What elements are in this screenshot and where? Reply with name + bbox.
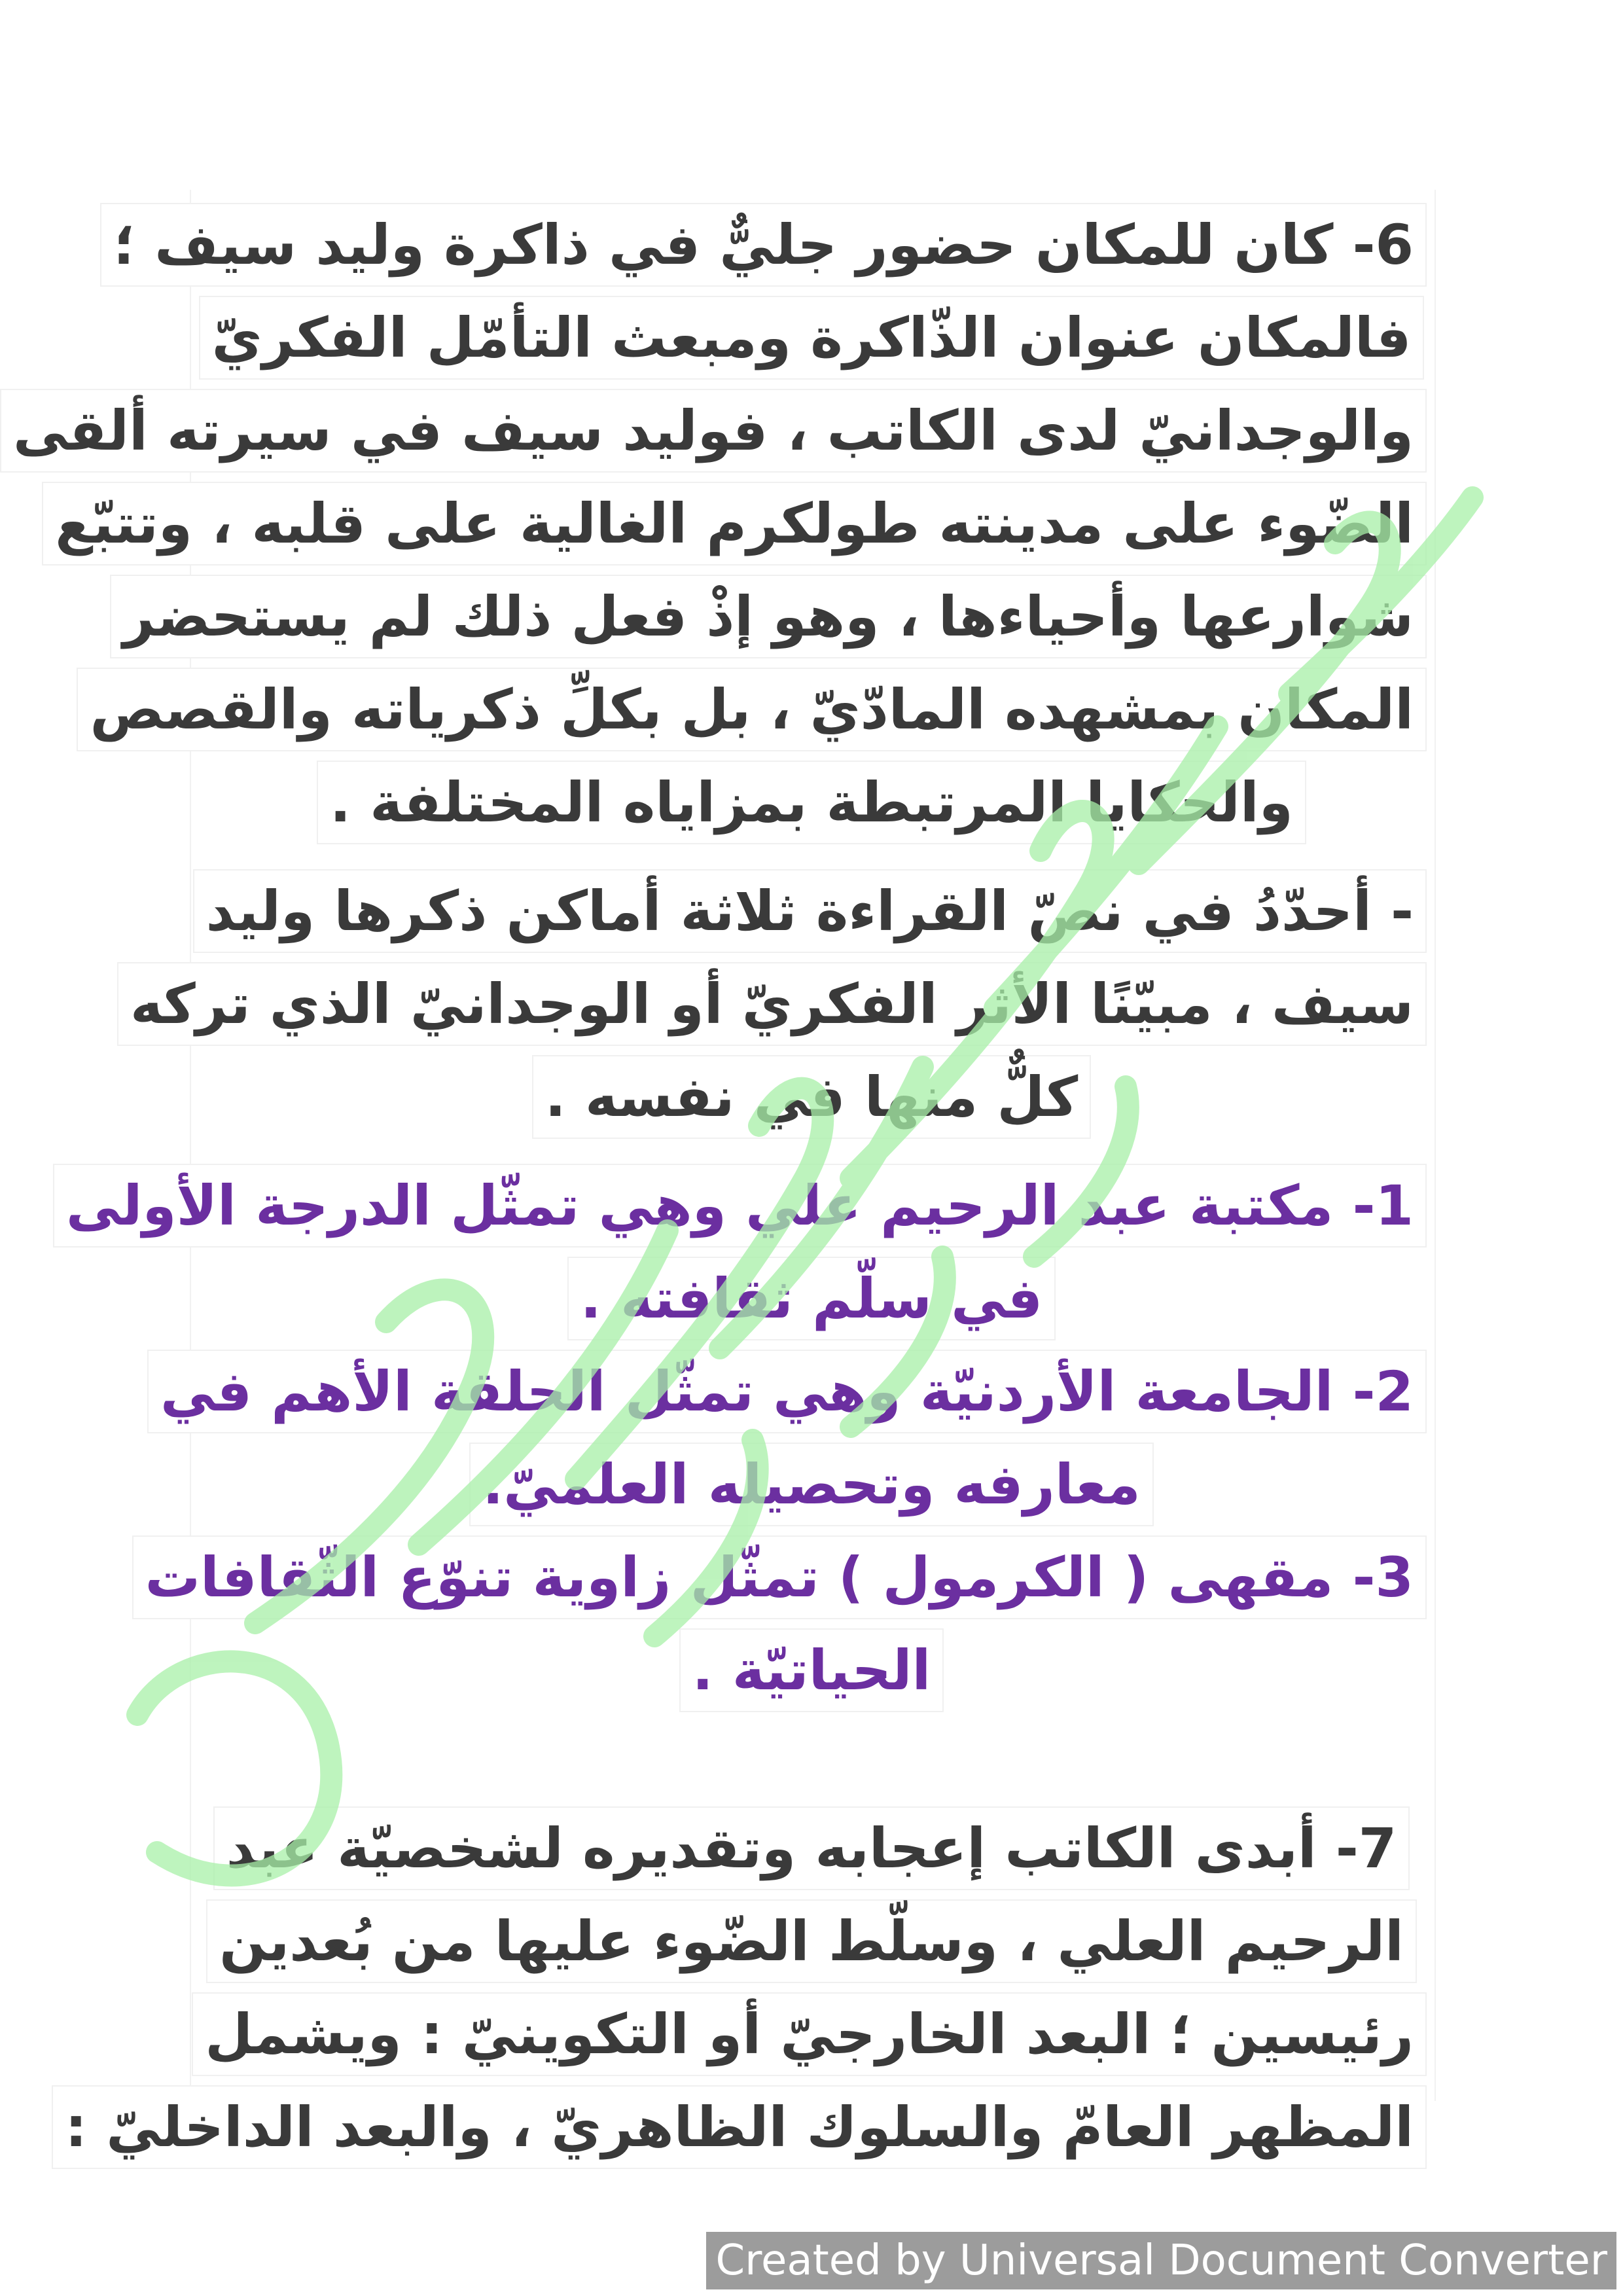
question-6-line: المكان بمشهده المادّيّ ، بل بكلِّ ذكرياته والقصص [77, 668, 1427, 751]
answer-line: 2- الجامعة الأردنيّة وهي تمثّل الحلقة الأهم في [147, 1350, 1427, 1433]
answer-2 [160, 1350, 1427, 1526]
question-7-line: الرحيم العلي ، وسلّط الضّوء عليها من بُعدين [206, 1899, 1417, 1983]
question-6-line: والحكايا المرتبطة بمزاياه المختلفة . [317, 761, 1306, 844]
question-6-line: والوجدانيّ لدى الكاتب ، فوليد سيف في سيرته ألقى [0, 389, 1427, 473]
question-6-line: 6- كان للمكان حضور جليٌّ في ذاكرة وليد سيف ؛ [100, 203, 1427, 287]
question-6-line: شوارعها وأحياءها ، وهو إذْ فعل ذلك لم يستحضر [110, 575, 1427, 658]
question-6 [12, 203, 1427, 844]
answer-line: الحياتيّة . [679, 1628, 944, 1712]
task-line: كلٌّ منها في نفسه . [532, 1055, 1091, 1139]
task-line: - أحدّدُ في نصّ القراءة ثلاثة أماكن ذكرها وليد [193, 869, 1427, 953]
answer-line: في سلّم ثقافته . [567, 1257, 1056, 1340]
question-6-line: الضّوء على مدينته طولكرم الغالية على قلبه ، وتتبّع [42, 482, 1427, 565]
answer-1 [65, 1164, 1427, 1340]
task-instruction [130, 869, 1427, 1139]
answer-3 [145, 1535, 1427, 1712]
answer-line: 1- مكتبة عبد الرحيم علي وهي تمثّل الدرجة الأولى [53, 1164, 1427, 1247]
document-body [12, 203, 1427, 2178]
question-6-line: فالمكان عنوان الذّاكرة ومبعث التأمّل الفكريّ [199, 296, 1425, 380]
question-7-line: رئيسين ؛ البعد الخارجيّ أو التكوينيّ : ويشمل [192, 1992, 1427, 2076]
answer-line: 3- مقهى ( الكرمول ) تمثّل زاوية تنوّع الثّقافات [132, 1535, 1427, 1619]
answer-line: معارفه وتحصيله العلميّ. [469, 1443, 1154, 1526]
task-line: سيف ، مبيّنًا الأثر الفكريّ أو الوجدانيّ الذي تركه [117, 962, 1427, 1046]
question-7-line: المظهر العامّ والسلوك الظاهريّ ، والبعد الداخليّ : [52, 2085, 1427, 2169]
converter-footer: Created by Universal Document Converter [706, 2232, 1616, 2289]
question-7-line: 7- أبدى الكاتب إعجابه وتقديره لشخصيّة عبد [213, 1806, 1410, 1890]
question-7 [65, 1806, 1427, 2169]
